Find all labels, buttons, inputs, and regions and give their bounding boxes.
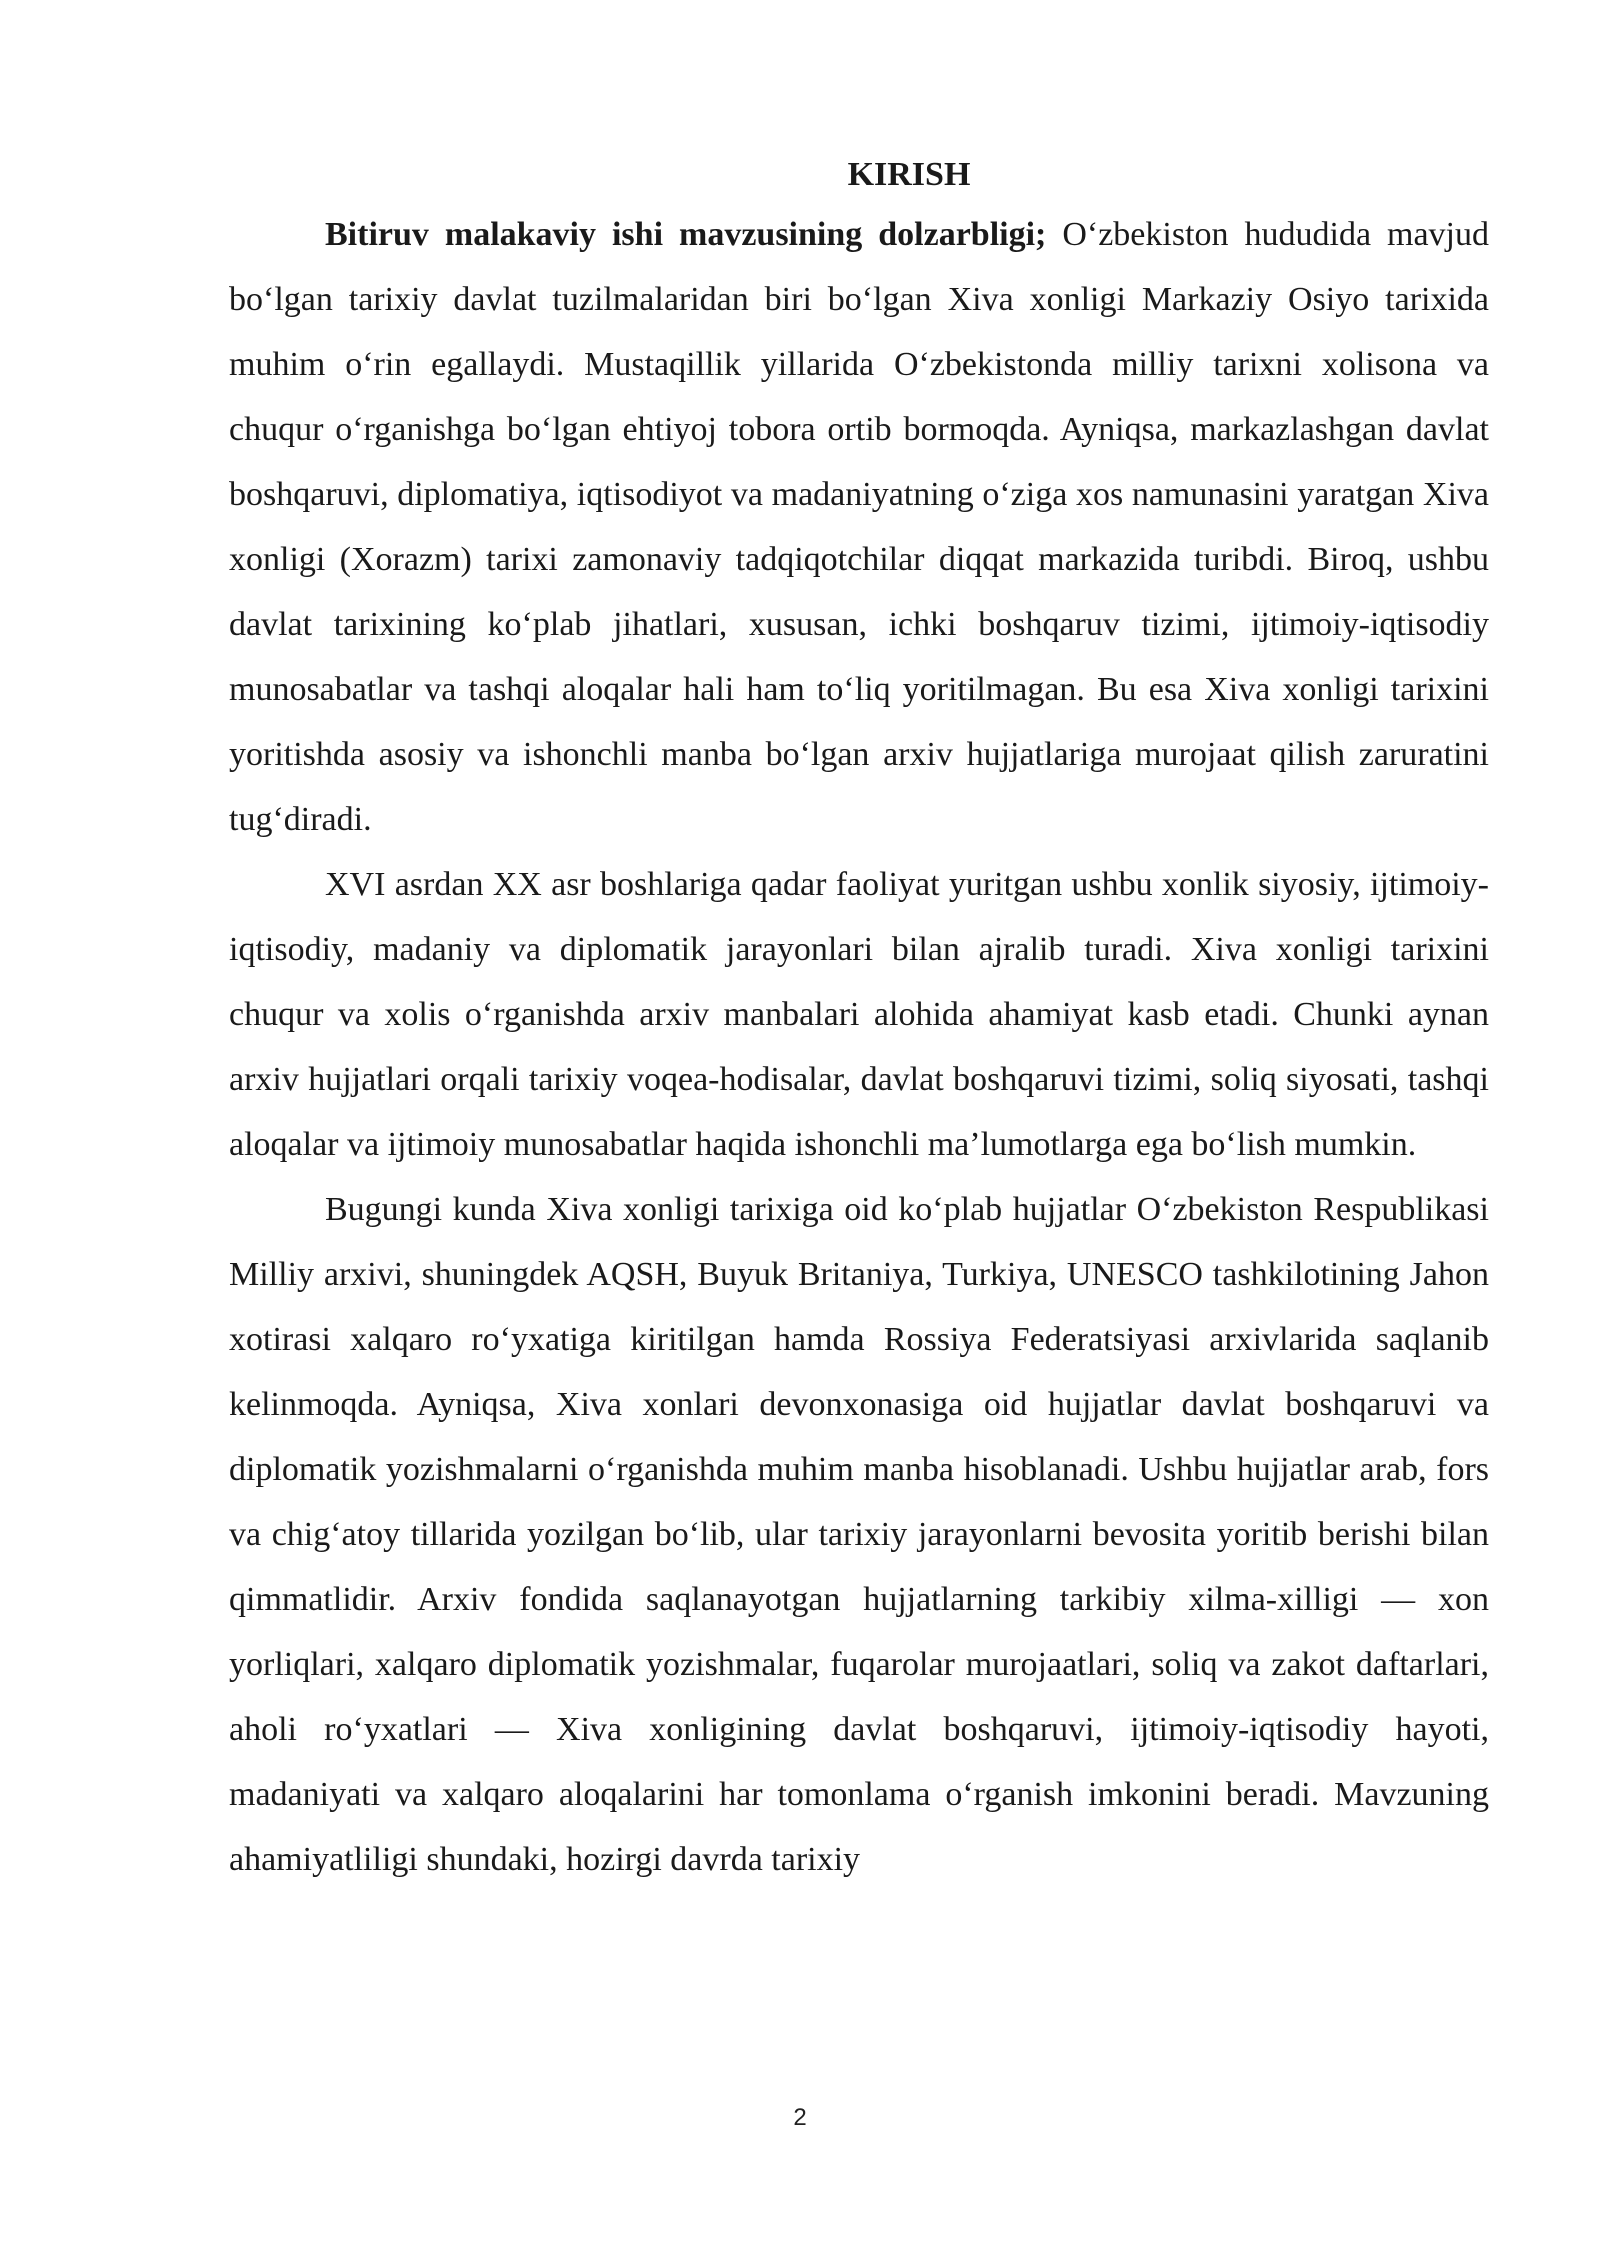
paragraph-khanate-activity xyxy=(229,852,1489,1177)
paragraph-archives xyxy=(229,1177,1489,1892)
paragraph-text: O‘zbekiston hududida mavjud bo‘lgan tarixiy davlat tuzilmalaridan biri bo‘lgan Xiva xonligi Markaziy Osiyo tarixida muhim o‘rin egallaydi. Mustaqillik yillarida O‘zbekistonda milliy tarixni xolisona va chuqur o‘rganishga bo‘lgan ehtiyoj tobora ortib bormoqda. Ayniqsa, markazlashgan davlat boshqaruvi, diplomatiya, iqtisodiyot va madaniyatning o‘ziga xos namunasini yaratgan Xiva xonligi (Xorazm) tarixi zamonaviy tadqiqotchilar diqqat markazida turibdi. Biroq, ushbu davlat tarixining ko‘plab jihatlari, xususan, ichki boshqaruv tizimi, ijtimoiy-iqtisodiy munosabatlar va tashqi aloqalar hali ham to‘liq yoritilmagan. Bu esa Xiva xonligi tarixini yoritishda asosiy va ishonchli manba bo‘lgan arxiv hujjatlariga murojaat qilish zaruratini tug‘diradi. xyxy=(229,216,1490,838)
paragraph-text: Bugungi kunda Xiva xonligi tarixiga oid ko‘plab hujjatlar O‘zbekiston Respublikasi Milliy arxivi, shuningdek AQSH, Buyuk Britaniya, Turkiya, UNESCO tashkilotining Jahon xotirasi xalqaro ro‘yxatiga kiritilgan hamda Rossiya Federatsiyasi arxivlarida saqlanib kelinmoqda. Ayniqsa, Xiva xonlari devonxonasiga oid hujjatlar davlat boshqaruvi va diplomatik yozishmalarni o‘rganishda muhim manba hisoblanadi. Ushbu hujjatlar arab, fors va chig‘atoy tillarida yozilgan bo‘lib, ular tarixiy jarayonlarni bevosita yoritib berishi bilan qimmatlidir. Arxiv fondida saqlanayotgan hujjatlarning tarkibiy xilma-xilligi — xon yorliqlari, xalqaro diplomatik yozishmalar, fuqarolar murojaatlari, soliq va zakot daftarlari, aholi ro‘yxatlari — Xiva xonligining davlat boshqaruvi, ijtimoiy-iqtisodiy hayoti, madaniyati va xalqaro aloqalarini har tomonlama o‘rganish imkonini beradi. Mavzuning ahamiyatliligi shundaki, hozirgi davrda tarixiy xyxy=(229,1191,1489,1878)
paragraph-lead: Bitiruv malakaviy ishi mavzusining dolzarbligi; xyxy=(325,216,1047,253)
paragraph-relevance xyxy=(229,202,1489,852)
section-title: KIRISH xyxy=(847,156,971,193)
paragraph-text: XVI asrdan XX asr boshlariga qadar faoliyat yuritgan ushbu xonlik siyosiy, ijtimoiy-iqtisodiy, madaniy va diplomatik jarayonlari bilan ajralib turadi. Xiva xonligi tarixini chuqur va xolis o‘rganishda arxiv manbalari alohida ahamiyat kasb etadi. Chunki aynan arxiv hujjatlari orqali tarixiy voqea-hodisalar, davlat boshqaruvi tizimi, soliq siyosati, tashqi aloqalar va ijtimoiy munosabatlar haqida ishonchli ma’lumotlarga ega bo‘lish mumkin. xyxy=(229,866,1489,1163)
page-content xyxy=(229,150,1489,1892)
page-number: 2 xyxy=(793,2104,807,2131)
